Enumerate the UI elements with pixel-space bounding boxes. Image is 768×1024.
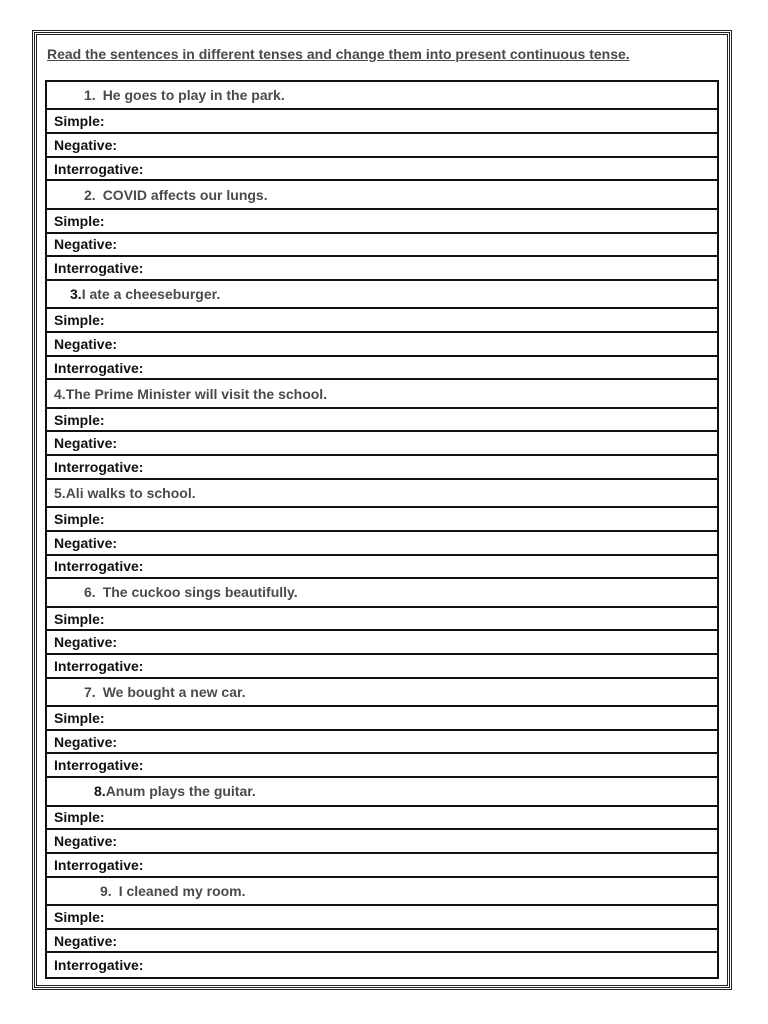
worksheet-table [45,80,719,979]
answer-row-negative[interactable] [47,830,717,854]
answer-row-simple[interactable] [47,110,717,134]
answer-row-simple[interactable] [47,508,717,532]
question-sentence: We bought a new car. [102,683,246,700]
question-number: 4. [54,385,66,402]
question-row [47,480,717,508]
question-row [47,281,717,309]
question-number: 7. [84,683,96,700]
question-row [47,380,717,408]
answer-row-simple[interactable] [47,210,717,234]
negative-label: Negative: [54,833,118,850]
simple-label: Simple: [54,610,105,627]
negative-label: Negative: [54,435,118,452]
answer-row-negative[interactable] [47,631,717,655]
question-sentence: COVID affects our lungs. [102,186,268,203]
question-row [47,878,717,906]
question-sentence: Anum plays the guitar. [105,783,256,800]
answer-row-negative[interactable] [47,731,717,755]
interrogative-label: Interrogative: [54,757,144,774]
answer-row-negative[interactable] [47,930,717,954]
answer-row-negative[interactable] [47,432,717,456]
answer-row-interrogative[interactable] [47,953,717,977]
question-number: 3. [70,286,82,303]
simple-label: Simple: [54,212,105,229]
negative-label: Negative: [54,634,118,651]
question-sentence: The Prime Minister will visit the school. [65,385,328,402]
answer-row-interrogative[interactable] [47,754,717,778]
question-number: 1. [84,87,96,104]
instruction-heading: Read the sentences in different tenses and change them into present continuous tense. [47,46,630,62]
answer-row-negative[interactable] [47,333,717,357]
interrogative-label: Interrogative: [54,260,144,277]
question-row [47,679,717,707]
simple-label: Simple: [54,809,105,826]
negative-label: Negative: [54,236,118,253]
question-row [47,82,717,110]
answer-row-interrogative[interactable] [47,854,717,878]
answer-row-interrogative[interactable] [47,357,717,381]
answer-row-negative[interactable] [47,134,717,158]
question-sentence: I ate a cheeseburger. [81,286,221,303]
question-number: 6. [84,584,96,601]
answer-row-simple[interactable] [47,707,717,731]
interrogative-label: Interrogative: [54,359,144,376]
answer-row-interrogative[interactable] [47,556,717,580]
question-row [47,778,717,806]
interrogative-label: Interrogative: [54,558,144,575]
simple-label: Simple: [54,908,105,925]
interrogative-label: Interrogative: [54,160,144,177]
question-row [47,181,717,209]
answer-row-negative[interactable] [47,234,717,258]
simple-label: Simple: [54,411,105,428]
interrogative-label: Interrogative: [54,657,144,674]
negative-label: Negative: [54,136,118,153]
answer-row-simple[interactable] [47,409,717,433]
question-sentence: Ali walks to school. [65,485,196,501]
question-number: 2. [84,186,96,203]
question-sentence: The cuckoo sings beautifully. [102,584,298,601]
answer-row-simple[interactable] [47,608,717,632]
answer-row-simple[interactable] [47,906,717,930]
interrogative-label: Interrogative: [54,957,144,974]
interrogative-label: Interrogative: [54,856,144,873]
answer-row-interrogative[interactable] [47,158,717,182]
answer-row-simple[interactable] [47,309,717,333]
simple-label: Simple: [54,113,105,130]
negative-label: Negative: [54,733,118,750]
answer-row-simple[interactable] [47,807,717,831]
negative-label: Negative: [54,932,118,949]
negative-label: Negative: [54,335,118,352]
answer-row-interrogative[interactable] [47,257,717,281]
interrogative-label: Interrogative: [54,458,144,475]
answer-row-interrogative[interactable] [47,456,717,480]
question-sentence: I cleaned my room. [118,882,246,899]
answer-row-negative[interactable] [47,532,717,556]
question-row [47,579,717,607]
answer-row-interrogative[interactable] [47,655,717,679]
question-number: 8. [94,783,106,800]
negative-label: Negative: [54,534,118,551]
simple-label: Simple: [54,709,105,726]
simple-label: Simple: [54,312,105,329]
question-number: 5. [54,485,66,501]
question-number: 9. [100,882,112,899]
simple-label: Simple: [54,511,105,528]
question-sentence: He goes to play in the park. [102,87,285,104]
